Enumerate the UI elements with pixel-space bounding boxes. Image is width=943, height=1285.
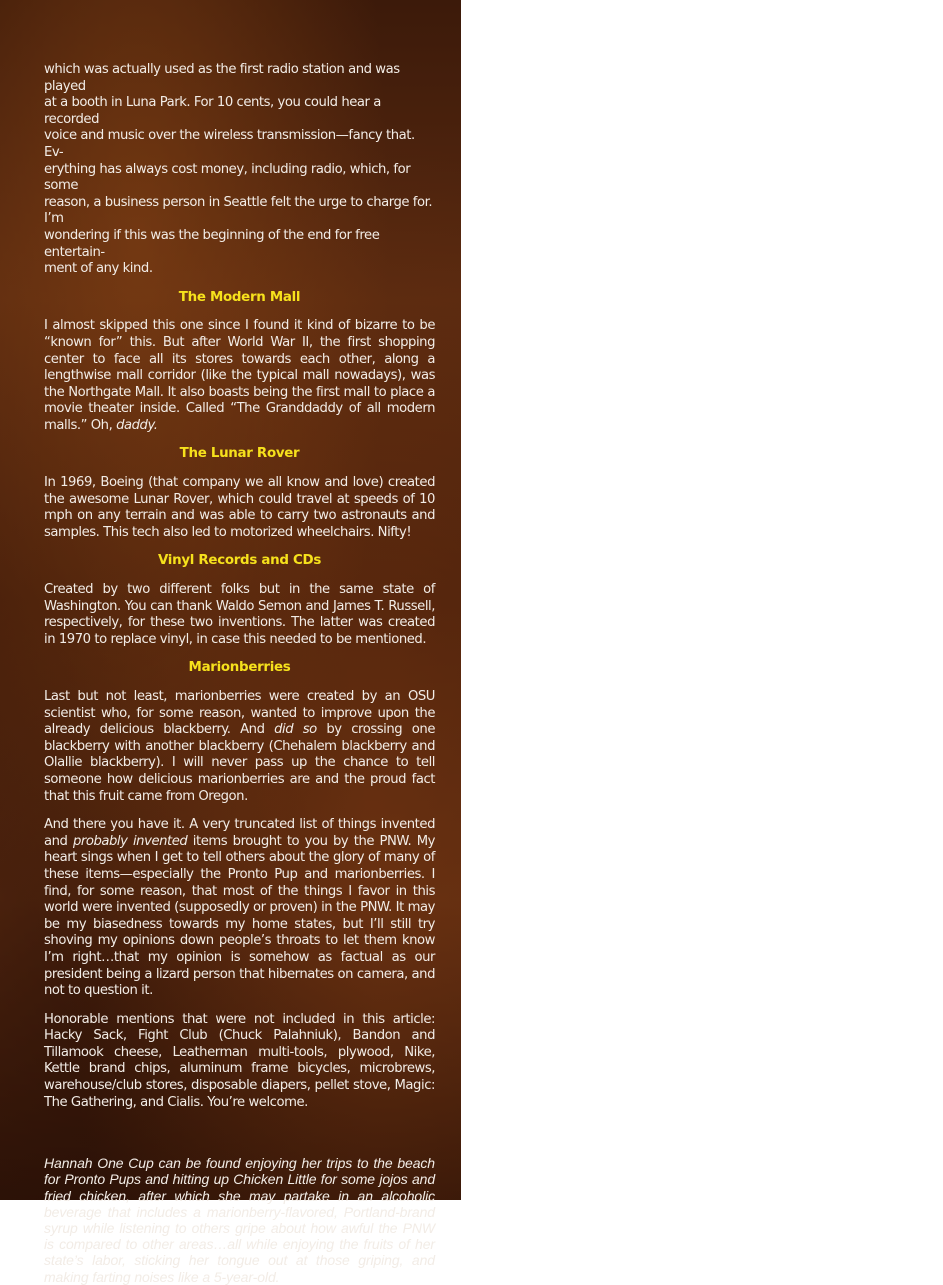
intro-line: voice and music over the wireless transmission—fancy that. Ev- (44, 128, 415, 160)
section-body-text: by crossing one blackberry with another blackberry (Chehalem blackberry and Olallie blackberry). I will never pass up the chance to tell someone how delicious marionberries are and the proud fact that this fruit came from Oregon. (44, 722, 435, 804)
section-body-modern-mall (44, 318, 435, 434)
section-heading-marionberries: Marionberries (188, 660, 291, 676)
section-heading-modern-mall: The Modern Mall (178, 289, 301, 305)
conclusion-paragraph (44, 817, 435, 1000)
section-heading-lunar-rover: The Lunar Rover (179, 446, 300, 462)
emphasis-text: probably invented (72, 833, 188, 849)
section-body-lunar-rover: In 1969, Boeing (that company we all know and love) created the awesome Lunar Rover, which could travel at speeds of 10 mph on any terrain and was able to carry two astronauts and samples. This tech also led to motorized wheelchairs. Nifty! (44, 475, 435, 540)
article-column (0, 0, 461, 1285)
section-body-vinyl-records: Created by two different folks but in the same state of Washington. You can thank Waldo Semon and James T. Russell, respectively, for these two inventions. The latter was created in 1970 to replace vinyl, in case this needed to be mentioned. (44, 582, 435, 647)
section-body-text: Last but not least, marionberries were created by an OSU scientist who, for some reason, wanted to improve upon the already delicious blackberry. And (44, 689, 435, 738)
intro-line: wondering if this was the beginning of the end for free entertain- (44, 227, 380, 260)
intro-line: reason, a business person in Seattle felt the urge to charge for. I’m (44, 194, 433, 227)
intro-line: which was actually used as the first radio station and was played (44, 62, 400, 94)
intro-line: at a booth in Luna Park. For 10 cents, you could hear a recorded (44, 95, 381, 127)
author-bio: Hannah One Cup can be found enjoying her trips to the beach for Pronto Pups and hitting up Chicken Little for some jojos and fried chicken, after which she may partake in an alcoholic beverage that includes a marionberry-flavored, Portland-brand syrup while listening to others gripe about how awful the PNW is compared to other areas…all while enjoying the fruits of her state’s labor, sticking her tongue out at those griping, and making farting noises like a 5-year-old. (44, 1155, 435, 1285)
conclusion-text: And there you have it. A very truncated list of things invented and (44, 817, 435, 849)
section-body-text: I almost skipped this one since I found it kind of bizarre to be “known for” this. But after World War II, the first shopping center to face all its stores towards each other, along a lengthwise mall corridor (like the typical mall nowadays), was the Northgate Mall. It also boasts being the first mall to place a movie theater inside. Called “The Granddaddy of all modern malls.” Oh, (44, 318, 435, 433)
intro-line: erything has always cost money, including radio, which, for some (44, 161, 411, 194)
conclusion-text: items brought to you by the PNW. My heart sings when I get to tell others about the glory of many of these items—especially the Pronto Pup and marionberries. I find, for some reason, that most of the things I favor in this world were invented (supposedly or proven) in the PNW. It may be my biasedness towards my home states, but I’ll still try shoving my opinions down people’s throats to let them know I’m right…that my opinion is somehow as factual as our president being a lizard person that hibernates on camera, and not to question it. (44, 833, 435, 999)
section-body-marionberries (44, 689, 435, 805)
intro-line: ment of any kind. (44, 261, 153, 277)
emphasis-text: did so (274, 722, 317, 738)
section-heading-vinyl-records: Vinyl Records and CDs (157, 553, 321, 569)
emphasis-text: daddy. (116, 417, 158, 433)
honorable-mentions-paragraph: Honorable mentions that were not included in this article: Hacky Sack, Fight Club (Chuck Palahniuk), Bandon and Tillamook cheese, Leatherman multi-tools, plywood, Nike, Kettle brand chips, aluminum frame bicycles, microbrews, warehouse/club stores, disposable diapers, pellet stove, Magic: The Gathering, and Cialis. You’re welcome. (44, 1011, 435, 1110)
intro-paragraph (44, 62, 435, 278)
